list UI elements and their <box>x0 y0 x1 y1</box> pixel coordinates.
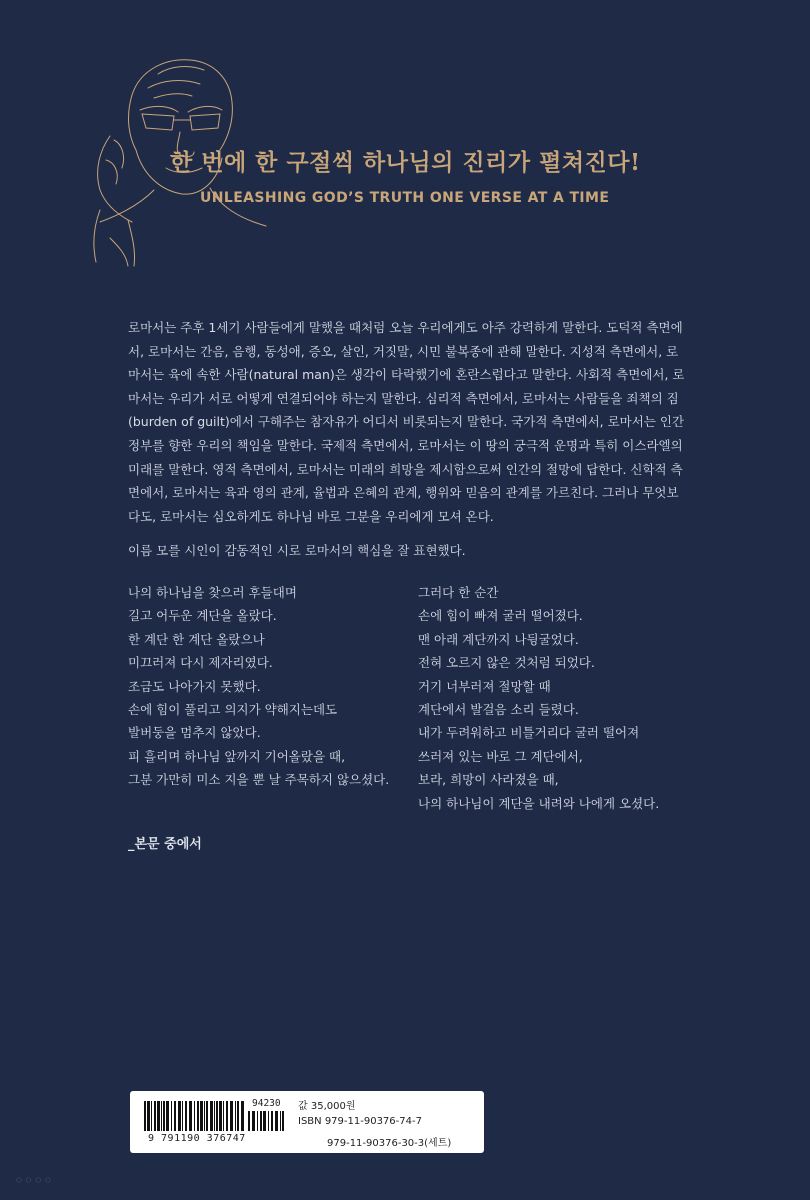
barcode-bar <box>214 1101 215 1131</box>
isbn-barcode <box>144 1101 244 1131</box>
poem-line: 나의 하나님을 찾으러 후들대며 <box>128 585 297 600</box>
source-note: _본문 중에서 <box>128 837 202 852</box>
barcode-bar <box>166 1101 169 1131</box>
poem-line: 내가 두려워하고 비틀거리다 굴러 떨어져 <box>418 725 640 741</box>
poem-line: 길고 어두운 계단을 올랐다. <box>128 608 277 624</box>
barcode-bar <box>200 1101 203 1131</box>
headline: 한 번에 한 구절씩 하나님의 진리가 펼쳐진다! <box>170 149 641 176</box>
price: 값 35,000원 <box>298 1101 356 1112</box>
poem-line: 피 흘리며 하나님 앞까지 기어올랐을 때, <box>128 748 346 764</box>
poem-line: 미끄러져 다시 제자리였다. <box>128 655 273 671</box>
barcode-bar <box>163 1101 165 1131</box>
body-line: 미래를 말한다. 영적 측면에서, 로마서는 미래의 희망을 제시함으로써 인간의 절망에 답한다. 신학적 측 <box>128 461 683 477</box>
barcode-bar <box>182 1101 183 1131</box>
barcode-bar <box>197 1101 199 1131</box>
poem-line: 쓰러져 있는 바로 그 계단에서, <box>418 748 583 764</box>
body-paragraph <box>128 316 684 528</box>
body-line: 마서는 육에 속한 사람(natural man)은 생각이 타락했기에 혼란스럽다고 말한다. 사회적 측면에서, 로 <box>128 367 684 383</box>
barcode-bar <box>230 1101 233 1131</box>
body-line: 서, 로마서는 간음, 음행, 동성애, 증오, 살인, 거짓말, 시민 불복종에 관해 말한다. 지성적 측면에서, 로 <box>128 343 679 359</box>
barcode-bar <box>204 1101 205 1131</box>
poem-line: 전혀 오르지 않은 것처럼 되었다. <box>418 655 595 671</box>
barcode-bar <box>144 1101 146 1131</box>
barcode-bar <box>185 1101 187 1131</box>
barcode-bar <box>157 1101 160 1131</box>
barcode-bar <box>216 1101 218 1131</box>
poem-line: 한 계단 한 계단 올랐으나 <box>128 631 265 647</box>
addon-code: 94230 <box>252 1098 281 1109</box>
barcode-bar <box>223 1101 224 1131</box>
price-addon-barcode <box>248 1111 288 1131</box>
poem-line: 조금도 나아가지 못했다. <box>128 678 261 694</box>
barcode-bar <box>263 1111 266 1131</box>
barcode-bar <box>248 1111 250 1131</box>
barcode-bar <box>282 1111 284 1131</box>
barcode-bar <box>154 1101 156 1131</box>
poem-line: 나의 하나님이 계단을 내려와 나에게 오셨다. <box>418 795 660 811</box>
poem-right-column <box>418 581 659 815</box>
isbn-main: ISBN 979-11-90376-74-7 <box>298 1116 422 1127</box>
poem-line: 그분 가만히 미소 지을 뿐 날 주목하지 않으셨다. <box>128 772 390 788</box>
barcode-bar <box>219 1101 222 1131</box>
poem-line: 손에 힘이 풀리고 의지가 약해지는데도 <box>128 702 338 718</box>
barcode-bar <box>235 1101 236 1131</box>
barcode-bar <box>161 1101 162 1131</box>
body-line: 다도, 로마서는 심오하게도 하나님 바로 그분을 우리에게 모셔 온다. <box>128 508 494 524</box>
isbn-set: 979-11-90376-30-3(세트) <box>327 1138 452 1149</box>
body-line: 면에서, 로마서는 육과 영의 관계, 율법과 은혜의 관계, 행위와 믿음의 관계를 가르친다. 그러나 무엇보 <box>128 485 679 501</box>
barcode-bar <box>260 1111 262 1131</box>
subheadline: UNLEASHING GOD’S TRUTH ONE VERSE AT A TIME <box>200 190 610 206</box>
barcode-bar <box>194 1101 195 1131</box>
poem-line: 계단에서 발걸음 소리 들렸다. <box>418 702 579 718</box>
poem-intro: 이름 모를 시인이 감동적인 시로 로마서의 핵심을 잘 표현했다. <box>128 543 466 558</box>
poem-line: 보라, 희망이 사라졌을 때, <box>418 772 559 788</box>
poem-line: 그러다 한 순간 <box>418 585 499 600</box>
poem-left-column <box>128 581 389 792</box>
poem-line: 발버둥을 멈추지 않았다. <box>128 725 261 741</box>
body-line: 마서는 우리가 서로 어떻게 연결되어야 하는지 말한다. 심리적 측면에서, 로마서는 사람들을 죄책의 짐 <box>128 390 679 406</box>
poem-line: 맨 아래 계단까지 나뒹굴었다. <box>418 631 579 647</box>
barcode-bar <box>189 1101 192 1131</box>
barcode-bar <box>271 1111 273 1131</box>
barcode-bar <box>268 1111 269 1131</box>
body-line: (burden of guilt)에서 구해주는 참자유가 어디서 비롯되는지 말한다. 국가적 측면에서, 로마서는 인간 <box>128 414 684 430</box>
barcode-bar <box>151 1101 152 1131</box>
poem-line: 거기 너부러져 절망할 때 <box>418 678 551 694</box>
poem-line: 손에 힘이 빠져 굴러 떨어졌다. <box>418 608 583 624</box>
barcode-bar <box>226 1101 228 1131</box>
body-line: 정부를 향한 우리의 책임을 말한다. 국제적 측면에서, 로마서는 이 땅의 궁극적 운명과 특히 이스라엘의 <box>128 437 683 453</box>
barcode-bar <box>147 1101 150 1131</box>
body-line: 로마서는 주후 1세기 사람들에게 말했을 때처럼 오늘 우리에게도 아주 강력하게 말한다. 도덕적 측면에 <box>128 320 683 335</box>
barcode-bar <box>206 1101 208 1131</box>
barcode-bar <box>280 1111 281 1131</box>
ean-code: 9 791190 376747 <box>148 1133 246 1144</box>
barcode-bar <box>241 1101 244 1131</box>
barcode-bar <box>210 1101 213 1131</box>
barcode-bar <box>275 1111 278 1131</box>
corner-stamp: ㅇㅇㅇㅇ <box>14 1176 53 1187</box>
barcode-bar <box>237 1101 239 1131</box>
barcode-bar <box>257 1111 258 1131</box>
barcode-bar <box>252 1111 255 1131</box>
barcode-bar <box>171 1101 172 1131</box>
barcode-bar <box>174 1101 176 1131</box>
barcode-bar <box>178 1101 181 1131</box>
